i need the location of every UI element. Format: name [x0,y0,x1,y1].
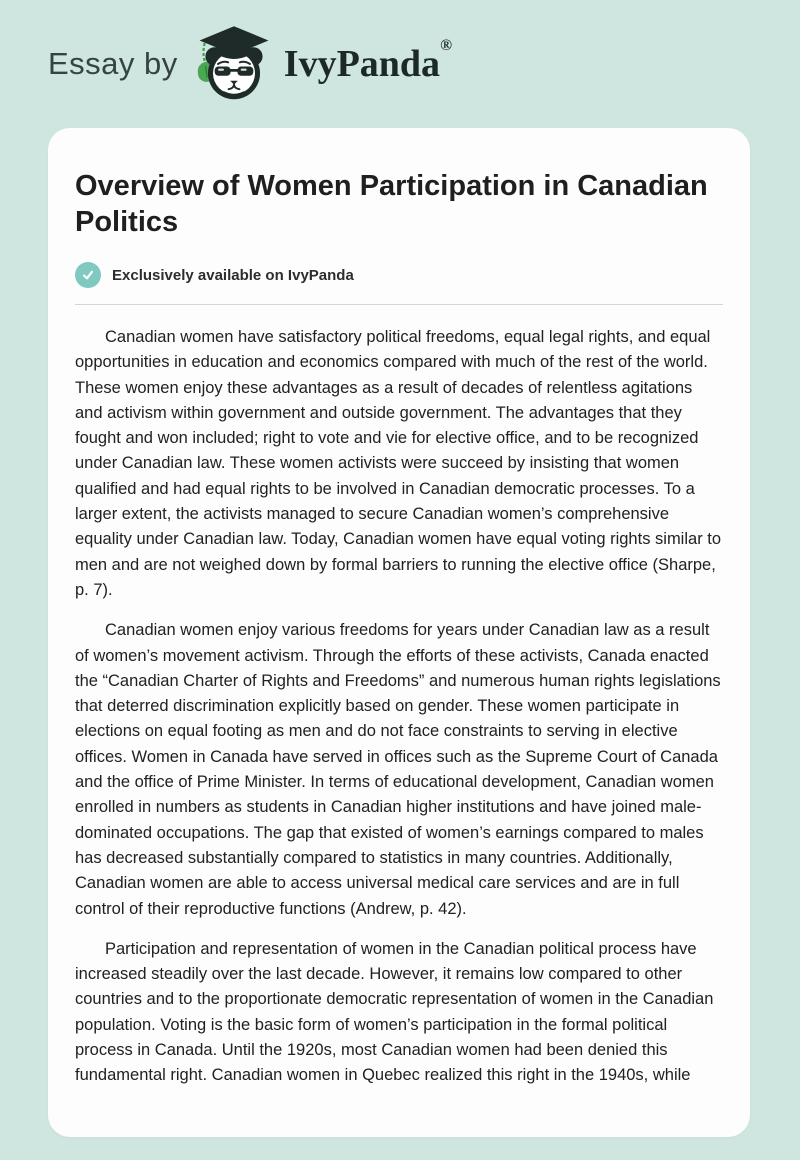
brand-text: IvyPanda [283,43,441,85]
panda-graduate-icon [192,22,276,106]
exclusive-badge-label: Exclusively available on IvyPanda [112,266,354,284]
ivypanda-logo[interactable] [192,22,452,106]
page-title: Overview of Women Participation in Canadian Politics [75,170,708,238]
registered-mark: ® [440,37,453,55]
essay-body [75,325,723,1089]
exclusive-badge [75,262,723,288]
brand-name [283,37,453,85]
essay-paragraph: Participation and representation of women in the Canadian political process have increased steadily over the last decade. However, it remains low compared to other countries and to the proportionate democratic representation of women in the Canadian population. Voting is the basic form of women’s participation in the formal political process in Canada. Until the 1920s, most Canadian women had been denied this fundamental right. Canadian women in Quebec realized this right in the 1940s, while [75,939,714,1085]
essay-paragraph: Canadian women have satisfactory political freedoms, equal legal rights, and equal opportunities in education and economics compared with much of the rest of the world. These women enjoy these advantages as a result of decades of relentless agitations and activism within government and outside government. The advantages that they fought and won included; right to vote and vie for elective office, and to be recognized under Canadian law. These women activists were succeed by insisting that women qualified and had equal rights to be involved in Canadian democratic processes. To a larger extent, the activists managed to secure Canadian women’s comprehensive equality under Canadian law. Today, Canadian women have equal voting rights similar to men and are not weighed down by formal barriers to running the elective office (Sharpe, p. 7). [75,328,722,599]
site-header [0,0,800,128]
check-icon [75,262,101,288]
essay-card [48,128,750,1137]
essay-by-label: Essay by [48,46,178,81]
divider [75,304,723,305]
essay-paragraph: Canadian women enjoy various freedoms for years under Canadian law as a result of women’s movement activism. Through the efforts of these activists, Canada enacted the “Canadian Charter of Rights and Freedoms” and numerous human rights legislations that deterred discrimination explicitly based on gender. These women participate in elections on equal footing as men and do not face constraints to serving in elective offices. Women in Canada have served in offices such as the Supreme Court of Canada and the office of Prime Minister. In terms of educational development, Canadian women enrolled in numbers as students in Canadian higher institutions and have joined male-dominated occupations. The gap that existed of women’s earnings compared to males has decreased substantially compared to statistics in many countries. Additionally, Canadian women are able to access universal medical care services and are in full control of their reproductive functions (Andrew, p. 42). [75,621,721,918]
